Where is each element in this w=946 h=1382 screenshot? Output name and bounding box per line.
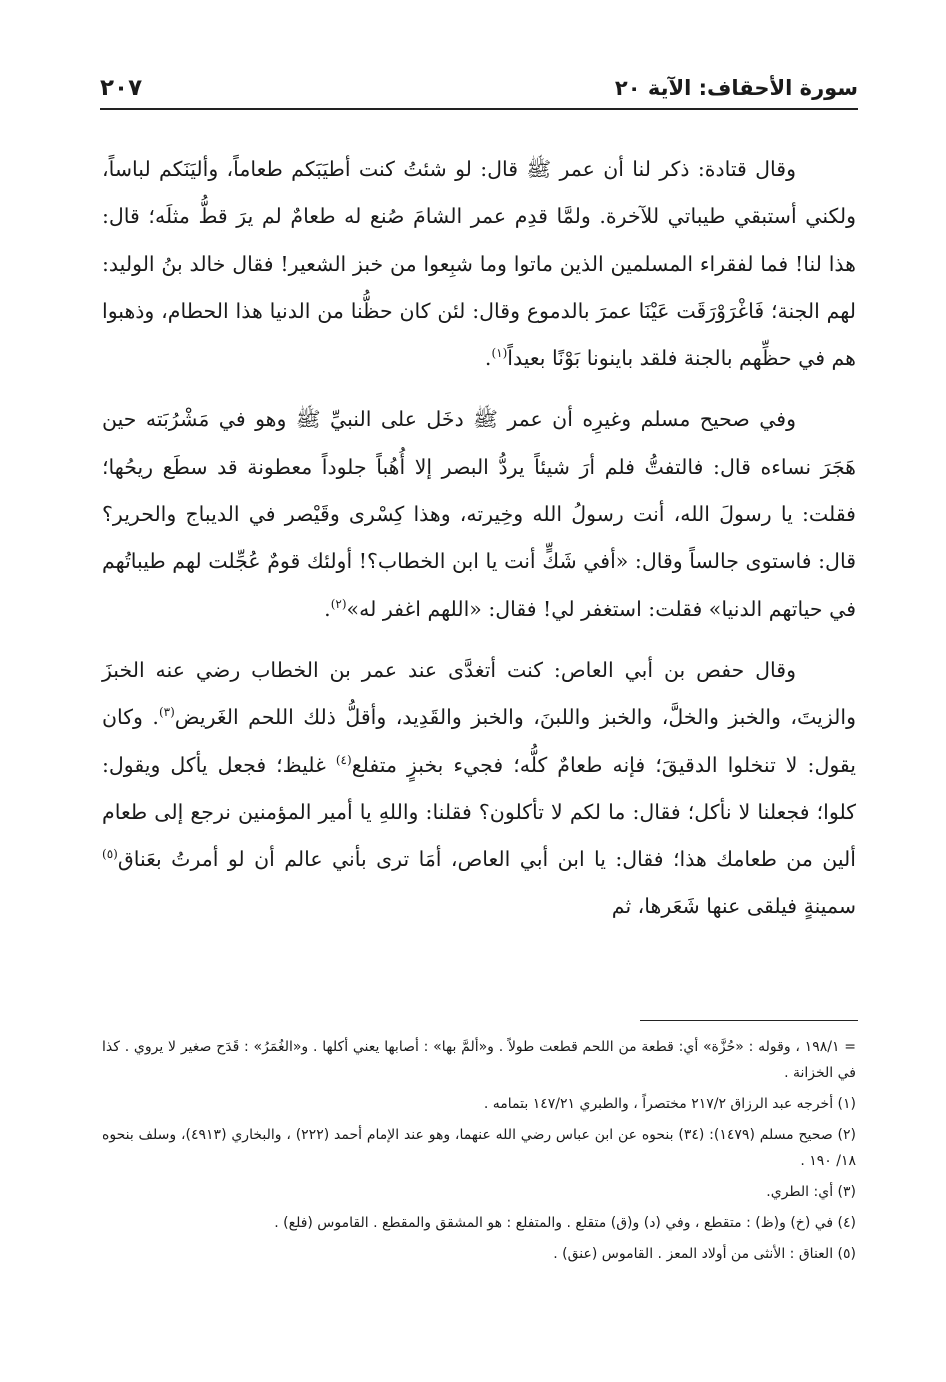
footnote-2: (٢) صحيح مسلم (١٤٧٩): (٣٤) بنحوه عن ابن عباس رضي الله عنهما، وهو عند الإمام أحمد (٢٢٢) ، والبخاري (٤٩١٣)، وسلف بنحوه ١٨/ ١٩٠ .	[102, 1127, 856, 1169]
header-rule	[100, 108, 858, 110]
paragraph-tail: .	[484, 346, 492, 371]
footnote-3: (٣) أي: الطري.	[766, 1184, 856, 1200]
footnote-continued: = ١٩٨/١ ، وقوله : «حُزَّة» أي: قطعة من اللحم قطعت طولاً . و«ألمَّ بها» : أصابها يعني أكلها . و«الغُمَرُ» : قَدَح صغير لا يروي . كذا في الخزانة .	[102, 1039, 856, 1081]
footnote-ref-2: (٢)	[330, 596, 347, 611]
paragraph-text: وقال قتادة: ذكر لنا أن عمر ﷺ قال: لو شئتُ كنت أطيَبَكم طعاماً، وأليَنَكم لباساً، ولكني أستبقي طيباتي للآخرة. ولمَّا قدِم عمر الشامَ صُنع له طعامٌ لم يرَ قطُّ مثلَه؛ قال: هذا لنا! فما لفقراء المسلمين الذين ماتوا وما شبِعوا من خبز الشعير! فقال خالد بنُ الوليد: لهم الجنة؛ فَاغْرَوْرَقَت عَيْنَا عمرَ بالدموع وقال: لئن كان حظُّنا من الدنيا هذا الحطام، وذهبوا هم في حظِّهم بالجنة فلقد باينونا بَوْنًا بعيداً	[102, 157, 856, 371]
main-text	[102, 146, 856, 931]
paragraph-tail: .	[324, 596, 331, 621]
footnote-ref-5: (٥)	[102, 847, 118, 862]
footnote-5: (٥) العناق : الأنثى من أولاد المعز . القاموس (عنق) .	[553, 1246, 856, 1262]
surah-title: سورة الأحقاف: الآية ٢٠	[614, 76, 858, 100]
footnote-ref-3: (٣)	[158, 705, 175, 720]
footnote-ref-4: (٤)	[335, 752, 352, 767]
paragraph-text: وقال حفص بن أبي العاص: كنت أتغدَّى عند عمر بن الخطاب رضي عنه الخبزَ والزيتَ، والخبز والخلَّ، والخبز واللبنَ، والخبز والقَدِيد، وأقلُّ ذلك اللحم الغَريض	[102, 657, 856, 730]
footnotes	[102, 1034, 856, 1267]
footnote-ref-1: (١)	[491, 346, 508, 361]
paragraph-1	[102, 146, 856, 382]
footnote-rule	[640, 1020, 858, 1021]
paragraph-text: وفي صحيح مسلم وغيرِه أن عمر ﷺ دخَل على النبيِّ ﷺ وهو في مَشْرُبَته حين هَجَرَ نساءه قال: فالتفتُّ فلم أرَ شيئاً يردُّ البصر إلا أُهُباً جلوداً معطونة قد سطَع ريحُها؛ فقلت: يا رسولَ الله، أنت رسولُ الله وخِيرته، وهذا كِسْرى وقَيْصر في الديباج والحرير؟ قال: فاستوى جالساً وقال: «أفي شَكٍّ أنت يا ابن الخطاب؟! أولئك قومٌ عُجِّلت لهم طيباتُهم في حياتهم الدنيا» فقلت: استغفر لي! فقال: «اللهم اغفر له»	[102, 407, 856, 621]
paragraph-3	[102, 647, 856, 931]
paragraph-2	[102, 396, 856, 632]
running-header	[100, 70, 858, 106]
footnote-4: (٤) في (خ) و(ظ) : متقطع ، وفي (د) و(ق) متقلع . والمتفلع : هو المشقق والمقطع . القاموس (فلع) .	[274, 1215, 856, 1231]
paragraph-text: سمينةٍ فيلقى عنها شَعَرها، ثم	[611, 894, 856, 919]
footnote-1: (١) أخرجه عبد الرزاق ٢١٧/٢ مختصراً ، والطبري ١٤٧/٢١ بتمامه .	[483, 1096, 856, 1112]
page-number: ٢٠٧	[100, 75, 143, 101]
paragraph-text: . وكان يقول: لا تنخلوا الدقيقَ؛ فإنه طعامٌ كلُّه؛ فجيء بخبزٍ متفلع	[102, 705, 856, 777]
paragraph-text: غليظ؛ فجعل يأكل ويقول: كلوا؛ فجعلنا لا نأكل؛ فقال: ما لكم لا تأكلون؟ فقلنا: واللهِ يا أمير المؤمنين نرجع إلى طعام ألين من طعامك هذا؛ فقال: يا ابن أبي العاص، أمَا ترى بأني عالم أن لو أمرتُ بعَناق	[102, 752, 856, 872]
